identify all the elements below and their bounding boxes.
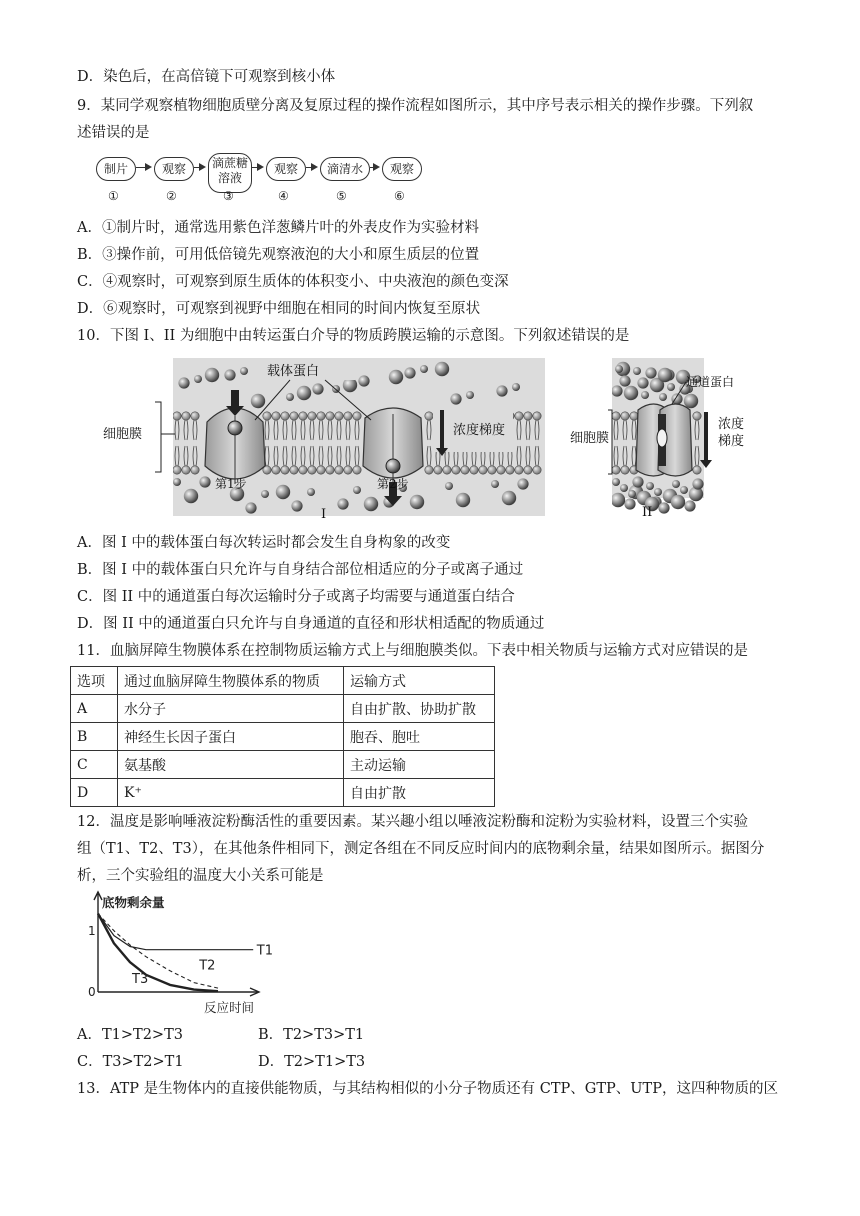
q9-option-a: A．①制片时，通常选用紫色洋葱鳞片叶的外表皮作为实验材料	[77, 220, 479, 236]
figure-1-label: I	[321, 507, 327, 520]
lipid-head	[308, 466, 316, 474]
lipid-head	[173, 466, 181, 474]
q10-option-d: D．图 II 中的通道蛋白只允许与自身通道的直径和形状相适配的物质通过	[77, 616, 545, 632]
particle	[692, 478, 703, 489]
particle	[645, 367, 656, 378]
table-header-cell: 选项	[71, 667, 118, 695]
q12-option-c: C．T3>T2>T1	[77, 1054, 184, 1070]
flow-step-4: 观察	[266, 157, 306, 181]
particle	[276, 485, 290, 499]
lipid-head	[182, 412, 190, 420]
particle	[491, 480, 499, 488]
lipid-head	[353, 466, 361, 474]
particle	[654, 488, 662, 496]
particle	[466, 391, 474, 399]
table-cell: A	[71, 695, 118, 723]
table-header-cell: 运输方式	[344, 667, 495, 695]
q8-option-d: D．染色后，在高倍镜下可观察到核小体	[77, 69, 336, 85]
particle	[307, 488, 315, 496]
substrate-chart	[82, 888, 292, 1016]
lipid-head	[326, 412, 334, 420]
particle	[641, 391, 649, 399]
flow-step-3-line2: 溶液	[217, 171, 242, 185]
particle	[420, 365, 428, 373]
particle	[445, 482, 453, 490]
table-header-row	[71, 667, 495, 695]
q10-option-b: B．图 I 中的载体蛋白只允许与自身结合部位相适应的分子或离子通过	[77, 562, 524, 578]
particle	[658, 368, 672, 382]
lipid-head	[425, 466, 433, 474]
particle	[173, 478, 181, 486]
lipid-head	[281, 412, 289, 420]
q10-option-c: C．图 II 中的通道蛋白每次运输时分子或离子均需要与通道蛋白结合	[77, 589, 515, 605]
q9-option-d: D．⑥观察时，可观察到视野中细胞在相同的时间内恢复至原状	[77, 301, 481, 317]
lipid-head	[488, 466, 496, 474]
q9-option-c: C．④观察时，可观察到原生质体的体积变小、中央液泡的颜色变深	[77, 274, 509, 290]
particle	[671, 495, 685, 509]
table-row	[71, 751, 495, 779]
table-row	[71, 779, 495, 807]
lipid-head	[182, 466, 190, 474]
particle	[291, 500, 302, 511]
particle	[611, 385, 622, 396]
lipid-head	[344, 466, 352, 474]
particle	[456, 493, 470, 507]
lipid-head	[452, 466, 460, 474]
flow-num-5: ⑤	[336, 189, 347, 203]
particle	[404, 367, 415, 378]
series-label-t3: T3	[132, 971, 149, 987]
carrier-label: 载体蛋白	[267, 364, 320, 379]
q9-stem-2: 述错误的是	[77, 125, 150, 141]
flow-step-6: 观察	[382, 157, 422, 181]
lipid-head	[173, 412, 181, 420]
particle	[178, 377, 189, 388]
flow-arrow	[194, 167, 204, 168]
table-cell: B	[71, 723, 118, 751]
gradient-label: 浓度梯度	[453, 423, 506, 438]
flow-step-2: 观察	[154, 157, 194, 181]
gradient-label-2a: 浓度	[718, 417, 745, 432]
channel-protein-figure	[568, 358, 778, 520]
lipid-head	[263, 412, 271, 420]
particle	[184, 489, 198, 503]
particle	[611, 493, 625, 507]
q9-option-b: B．③操作前，可用低倍镜先观察液泡的大小和原生质层的位置	[77, 247, 480, 263]
particle	[312, 383, 323, 394]
lipid-head	[335, 412, 343, 420]
lipid-head	[317, 466, 325, 474]
particle	[240, 367, 248, 375]
table-cell: K⁺	[118, 779, 344, 807]
particle	[646, 482, 654, 490]
flow-num-6: ⑥	[394, 189, 405, 203]
lipid-head	[425, 412, 433, 420]
lipid-head	[506, 466, 514, 474]
q10-stem: 10．下图 I、II 为细胞中由转运蛋白介导的物质跨膜运输的示意图。下列叙述错误的是	[77, 328, 630, 344]
lipid-head	[344, 412, 352, 420]
particle	[619, 375, 630, 386]
gradient-label-2b: 梯度	[718, 434, 745, 449]
lipid-head	[693, 412, 701, 420]
particle	[658, 502, 669, 513]
figure-2-label: II	[642, 505, 653, 520]
particle	[620, 484, 628, 492]
particle	[637, 377, 648, 388]
particle	[435, 362, 449, 376]
particle	[358, 375, 369, 386]
lipid-head	[191, 412, 199, 420]
lipid-head	[533, 466, 541, 474]
q12-option-a: A．T1>T2>T3	[77, 1027, 183, 1043]
q12-option-d: D．T2>T1>T3	[258, 1054, 366, 1070]
lipid-head	[281, 466, 289, 474]
flow-num-3: ③	[223, 189, 234, 203]
lipid-head	[479, 466, 487, 474]
particle	[624, 498, 635, 509]
lipid-head	[630, 412, 638, 420]
y-tick-1: 1	[88, 924, 96, 938]
lipid-head	[434, 466, 442, 474]
table-cell: 胞吞、胞吐	[344, 723, 495, 751]
series-label-t1: T1	[256, 943, 274, 959]
particle	[261, 490, 269, 498]
particle	[251, 394, 265, 408]
flow-arrow	[136, 167, 150, 168]
lipid-head	[335, 466, 343, 474]
lipid-head	[308, 412, 316, 420]
particle	[672, 480, 680, 488]
flow-arrow	[306, 167, 316, 168]
lipid-head	[612, 412, 620, 420]
q9-stem-1: 9．某同学观察植物细胞质壁分离及复原过程的操作流程如图所示，其中序号表示相关的操作步骤。下列叙	[77, 98, 754, 114]
q12-stem-2: 组（T1、T2、T3），在其他条件相同下，测定各组在不同反应时间内的底物剩余量，结果如图所示。据图分	[77, 841, 765, 857]
membrane-label-2: 细胞膜	[570, 431, 610, 446]
lipid-head	[621, 466, 629, 474]
table-row	[71, 723, 495, 751]
lipid-head	[533, 412, 541, 420]
particle	[612, 478, 620, 486]
ion	[657, 429, 667, 447]
particle	[245, 502, 256, 513]
q12-stem-1: 12．温度是影响唾液淀粉酶活性的重要因素。某兴趣小组以唾液淀粉酶和淀粉为实验材料，设置三个实验	[77, 814, 748, 830]
particle	[353, 486, 361, 494]
y-tick-0: 0	[88, 985, 96, 999]
lipid-head	[299, 412, 307, 420]
x-axis-label: 反应时间	[204, 1000, 255, 1015]
particle	[205, 368, 219, 382]
solute-molecule	[386, 459, 400, 473]
lipid-head	[621, 412, 629, 420]
lipid-head	[524, 412, 532, 420]
series-label-t2: T2	[199, 958, 216, 974]
flow-num-2: ②	[166, 189, 177, 203]
flow-step-1: 制片	[96, 157, 136, 181]
flow-arrow	[370, 167, 378, 168]
particle	[410, 495, 424, 509]
particle	[297, 386, 311, 400]
lipid-head	[470, 466, 478, 474]
table-cell: 自由扩散、协助扩散	[344, 695, 495, 723]
lipid-head	[326, 466, 334, 474]
lipid-head	[612, 466, 620, 474]
lipid-head	[299, 466, 307, 474]
particle	[496, 385, 507, 396]
q11-table	[70, 666, 495, 807]
table-cell: 主动运输	[344, 751, 495, 779]
step-2-label: 第2步	[377, 477, 409, 491]
particle	[199, 476, 210, 487]
flow-num-4: ④	[278, 189, 289, 203]
lipid-head	[353, 412, 361, 420]
lipid-head	[515, 412, 523, 420]
lipid-head	[443, 466, 451, 474]
series-line-t2	[98, 914, 218, 989]
particle	[632, 476, 643, 487]
q11-stem: 11．血脑屏障生物膜体系在控制物质运输方式上与细胞膜类似。下表中相关物质与运输方式对应错误的是	[77, 643, 748, 659]
lipid-head	[497, 466, 505, 474]
q12-option-b: B．T2>T3>T1	[258, 1027, 365, 1043]
flow-arrow	[252, 167, 262, 168]
flow-num-1: ①	[108, 189, 119, 203]
lipid-head	[524, 466, 532, 474]
table-cell: 自由扩散	[344, 779, 495, 807]
table-cell: 神经生长因子蛋白	[118, 723, 344, 751]
table-header-cell: 通过血脑屏障生物膜体系的物质	[118, 667, 344, 695]
q10-option-a: A．图 I 中的载体蛋白每次转运时都会发生自身构象的改变	[77, 535, 451, 551]
particle	[633, 367, 641, 375]
lipid-head	[515, 466, 523, 474]
particle	[194, 375, 202, 383]
step-1-label: 第1步	[215, 477, 247, 491]
lipid-head	[272, 412, 280, 420]
channel-label: 通道蛋白	[686, 375, 735, 389]
y-axis-label: 底物剩余量	[102, 895, 165, 910]
lipid-head	[290, 412, 298, 420]
particle	[659, 393, 667, 401]
table-cell: 水分子	[118, 695, 344, 723]
particle	[517, 478, 528, 489]
lipid-head	[191, 466, 199, 474]
particle	[680, 486, 688, 494]
lipid-head	[290, 466, 298, 474]
particle	[224, 369, 235, 380]
lipid-head	[317, 412, 325, 420]
q12-stem-3: 析，三个实验组的温度大小关系可能是	[77, 868, 324, 884]
membrane-label: 细胞膜	[103, 427, 143, 442]
particle	[615, 365, 623, 373]
table-cell: C	[71, 751, 118, 779]
series-line-t3	[98, 914, 218, 992]
lipid-head	[272, 466, 280, 474]
particle	[684, 500, 695, 511]
particle	[389, 370, 403, 384]
particle	[512, 383, 520, 391]
q13-stem: 13．ATP 是生物体内的直接供能物质，与其结构相似的小分子物质还有 CTP、GTP、UTP，这四种物质的区	[77, 1081, 778, 1097]
flow-diagram	[96, 157, 426, 209]
particle	[364, 497, 378, 511]
flow-step-3	[208, 153, 252, 193]
particle	[624, 386, 638, 400]
lipid-head	[461, 466, 469, 474]
particle	[337, 498, 348, 509]
solute-molecule	[228, 421, 242, 435]
table-cell: 氨基酸	[118, 751, 344, 779]
carrier-protein-figure	[95, 358, 545, 520]
particle	[667, 383, 675, 391]
flow-step-5: 滴清水	[320, 157, 370, 181]
table-cell: D	[71, 779, 118, 807]
particle	[502, 491, 516, 505]
particle	[628, 490, 636, 498]
flow-step-3-line1: 滴蔗糖	[211, 156, 248, 170]
particle	[684, 394, 698, 408]
table-row	[71, 695, 495, 723]
particle	[286, 393, 294, 401]
lipid-head	[693, 466, 701, 474]
particle	[450, 393, 461, 404]
